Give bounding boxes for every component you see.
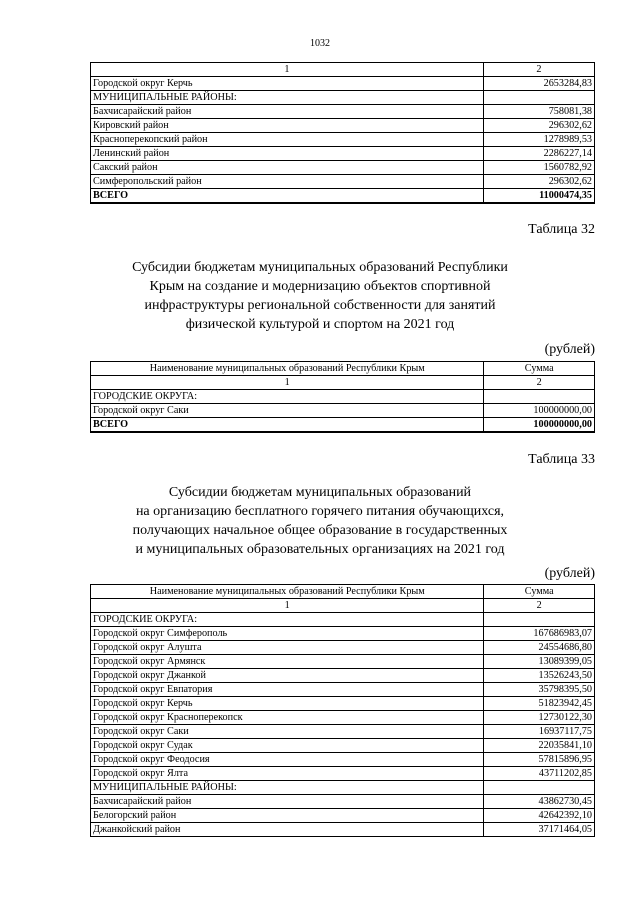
row-name: Городской округ Саки: [91, 404, 484, 418]
table-row: [91, 133, 595, 147]
table-32-unit: (рублей): [544, 342, 595, 357]
table-row: [91, 795, 595, 809]
row-value: 2286227,14: [483, 147, 594, 161]
row-value: 24554686,80: [484, 641, 595, 655]
table-row: [91, 767, 595, 781]
row-name: Городской округ Феодосия: [91, 753, 484, 767]
row-value: 13089399,05: [484, 655, 595, 669]
row-name: Бахчисарайский район: [91, 105, 484, 119]
row-name: ГОРОДСКИЕ ОКРУГА:: [91, 390, 484, 404]
title-line: Субсидии бюджетам муниципальных образований: [168, 485, 472, 500]
row-value: 1560782,92: [483, 161, 594, 175]
column-number-row: [91, 599, 595, 613]
column-header-name: Наименование муниципальных образований Республики Крым: [91, 585, 484, 599]
total-label: ВСЕГО: [91, 418, 484, 433]
row-name: Ленинский район: [91, 147, 484, 161]
row-value: [483, 91, 594, 105]
row-value: [484, 390, 595, 404]
row-name: Городской округ Керчь: [91, 697, 484, 711]
row-name: Городской округ Армянск: [91, 655, 484, 669]
title-line: получающих начальное общее образование в государственных: [132, 523, 508, 538]
row-name: Городской округ Евпатория: [91, 683, 484, 697]
table-32-title: [80, 258, 560, 334]
table-32-label: Таблица 32: [528, 222, 595, 237]
row-value: 12730122,30: [484, 711, 595, 725]
title-line: Крым на создание и модернизацию объектов спортивной: [149, 279, 491, 294]
table-row: [91, 147, 595, 161]
table-row: [91, 739, 595, 753]
column-header-name: Наименование муниципальных образований Республики Крым: [91, 362, 484, 376]
column-number-row: [91, 376, 595, 390]
table-row: [91, 823, 595, 837]
row-name: Бахчисарайский район: [91, 795, 484, 809]
row-name: ГОРОДСКИЕ ОКРУГА:: [91, 613, 484, 627]
row-value: 57815896,95: [484, 753, 595, 767]
row-name: Белогорский район: [91, 809, 484, 823]
row-name: Красноперекопский район: [91, 133, 484, 147]
row-name: МУНИЦИПАЛЬНЫЕ РАЙОНЫ:: [91, 91, 484, 105]
table-header-row: [91, 362, 595, 376]
row-value: 22035841,10: [484, 739, 595, 753]
row-value: [484, 781, 595, 795]
row-value: [484, 613, 595, 627]
title-line: физической культурой и спортом на 2021 год: [185, 317, 455, 332]
table-row: [91, 613, 595, 627]
page-number: 1032: [310, 38, 330, 49]
table-row: [91, 725, 595, 739]
column-header-sum: Сумма: [484, 585, 595, 599]
row-value: 296302,62: [483, 175, 594, 189]
row-name: Городской округ Судак: [91, 739, 484, 753]
title-line: инфраструктуры региональной собственности для занятий: [144, 298, 496, 313]
total-row: [91, 189, 595, 204]
table-33: [90, 584, 595, 837]
table-row: [91, 711, 595, 725]
table-33-label: Таблица 33: [528, 452, 595, 467]
row-value: 2653284,83: [483, 77, 594, 91]
column-header-sum: Сумма: [484, 362, 595, 376]
row-name: Городской округ Ялта: [91, 767, 484, 781]
column-number-1: 1: [91, 376, 484, 390]
table-row: [91, 77, 595, 91]
row-name: Городской округ Симферополь: [91, 627, 484, 641]
table-row: [91, 683, 595, 697]
table-33-title: [80, 483, 560, 559]
table-row: [91, 105, 595, 119]
table-row: [91, 655, 595, 669]
row-name: Городской округ Керчь: [91, 77, 484, 91]
title-line: на организацию бесплатного горячего питания обучающихся,: [135, 504, 505, 519]
table-row: [91, 809, 595, 823]
table-32: [90, 361, 595, 433]
table-row: [91, 119, 595, 133]
row-name: Сакский район: [91, 161, 484, 175]
table-row: [91, 753, 595, 767]
table-row: [91, 175, 595, 189]
table-33-unit: (рублей): [544, 566, 595, 581]
table-row: [91, 161, 595, 175]
table-header-row: [91, 585, 595, 599]
table-row: [91, 669, 595, 683]
column-number-1: 1: [91, 599, 484, 613]
table-row: [91, 697, 595, 711]
column-number-2: 2: [484, 599, 595, 613]
row-value: 1278989,53: [483, 133, 594, 147]
row-value: 43711202,85: [484, 767, 595, 781]
total-label: ВСЕГО: [91, 189, 484, 204]
row-name: Кировский район: [91, 119, 484, 133]
row-value: 16937117,75: [484, 725, 595, 739]
total-row: [91, 418, 595, 433]
title-line: Субсидии бюджетам муниципальных образований Республики: [132, 260, 508, 275]
row-name: Городской округ Алушта: [91, 641, 484, 655]
table-row: [91, 404, 595, 418]
row-name: Городской округ Джанкой: [91, 669, 484, 683]
total-value: 100000000,00: [484, 418, 595, 433]
table-row: [91, 91, 595, 105]
row-value: 100000000,00: [484, 404, 595, 418]
table-header-row: [91, 63, 595, 77]
row-value: 296302,62: [483, 119, 594, 133]
total-value: 11000474,35: [483, 189, 594, 204]
table-continued: [90, 62, 595, 204]
row-name: Городской округ Красноперекопск: [91, 711, 484, 725]
row-name: Джанкойский район: [91, 823, 484, 837]
row-value: 13526243,50: [484, 669, 595, 683]
row-value: 37171464,05: [484, 823, 595, 837]
row-value: 42642392,10: [484, 809, 595, 823]
table-row: [91, 781, 595, 795]
row-value: 758081,38: [483, 105, 594, 119]
row-value: 167686983,07: [484, 627, 595, 641]
row-value: 43862730,45: [484, 795, 595, 809]
row-value: 51823942,45: [484, 697, 595, 711]
column-number-2: 2: [483, 63, 594, 77]
column-number-1: 1: [91, 63, 484, 77]
title-line: и муниципальных образовательных организациях на 2021 год: [135, 542, 505, 557]
row-name: МУНИЦИПАЛЬНЫЕ РАЙОНЫ:: [91, 781, 484, 795]
row-name: Симферопольский район: [91, 175, 484, 189]
column-number-2: 2: [484, 376, 595, 390]
table-row: [91, 390, 595, 404]
row-name: Городской округ Саки: [91, 725, 484, 739]
row-value: 35798395,50: [484, 683, 595, 697]
table-row: [91, 627, 595, 641]
table-row: [91, 641, 595, 655]
